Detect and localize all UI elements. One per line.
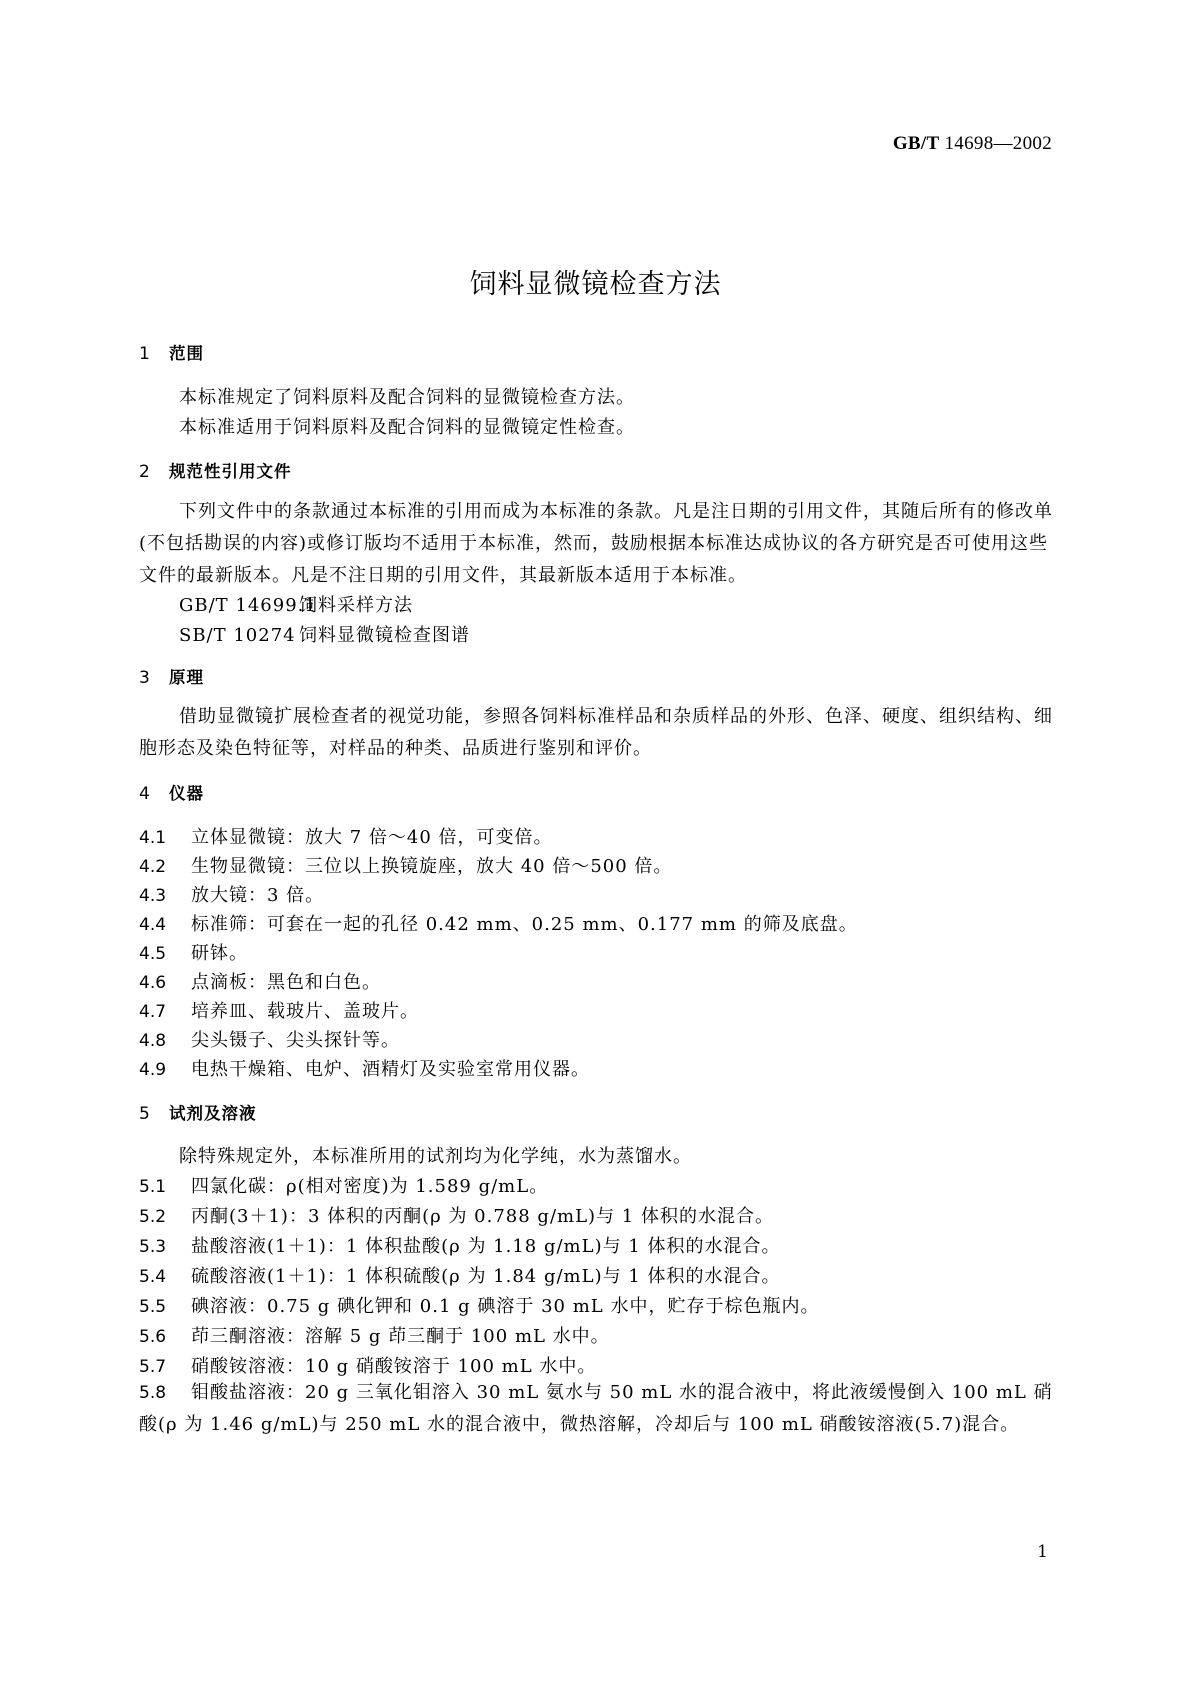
item-text: 硫酸溶液(1＋1)：1 体积硫酸(ρ 为 1.84 g/mL)与 1 体积的水混合。 [191,1266,781,1287]
section-number: 5 [139,1104,151,1124]
item-number: 5.1 [139,1177,167,1197]
section-3-heading [139,664,204,688]
item-number: 4.9 [139,1060,167,1080]
section-1-heading [139,340,204,364]
list-item [139,1026,400,1052]
item-number: 4.6 [139,973,167,993]
item-text: 钼酸盐溶液：20 g 三氧化钼溶入 30 mL 氨水与 50 mL 水的混合液中，将此液缓慢倒入 100 mL 硝酸(ρ 为 1.46 g/mL)与 250 mL 水的混合液中，微热溶解，冷却后与 100 mL 硝酸铵溶液(5.7)混合。 [139,1382,1053,1435]
normative-reference [179,621,470,647]
item-text: 研钵。 [191,943,248,964]
list-item [139,823,553,849]
item-number: 5.4 [139,1267,167,1287]
item-number: 5.5 [139,1297,167,1317]
item-text: 立体显微镜：放大 7 倍～40 倍，可变倍。 [191,827,553,848]
item-number: 5.8 [139,1383,167,1403]
list-item [139,1292,819,1318]
item-number: 4.7 [139,1002,167,1022]
item-number: 5.7 [139,1357,167,1377]
item-text: 四氯化碳：ρ(相对密度)为 1.589 g/mL。 [191,1176,549,1197]
list-item [139,1055,590,1081]
item-text: 盐酸溶液(1＋1)：1 体积盐酸(ρ 为 1.18 g/mL)与 1 体积的水混合。 [191,1236,781,1257]
list-item [139,939,248,965]
list-item [139,910,858,936]
list-item [139,852,672,878]
item-text: 点滴板：黑色和白色。 [191,972,381,993]
item-text: 碘溶液：0.75 g 碘化钾和 0.1 g 碘溶于 30 mL 水中，贮存于棕色瓶内。 [191,1296,820,1317]
page-number: 1 [1037,1542,1048,1562]
section-title: 仪器 [169,784,204,803]
item-number: 4.3 [139,886,167,906]
item-text: 放大镜：3 倍。 [191,885,325,906]
section-number: 3 [139,668,151,688]
document-title: 饲料显微镜检查方法 [469,269,722,300]
item-number: 4.1 [139,828,167,848]
item-text: 茚三酮溶液：溶解 5 g 茚三酮于 100 mL 水中。 [191,1326,610,1347]
item-number: 5.6 [139,1327,167,1347]
list-item [139,968,381,994]
list-item [139,1262,781,1288]
reference-title: 饲料采样方法 [299,595,413,616]
section-1-paragraph: 本标准规定了饲料原料及配合饲料的显微镜检查方法。 [179,387,635,408]
item-text: 尖头镊子、尖头探针等。 [191,1030,400,1051]
item-text: 培养皿、载玻片、盖玻片。 [191,1001,419,1022]
section-title: 原理 [169,668,204,687]
list-item [139,1322,610,1348]
item-number: 4.4 [139,915,167,935]
standard-number: 14698—2002 [944,133,1052,154]
section-title: 试剂及溶液 [169,1104,257,1123]
list-item [139,1352,596,1378]
item-text: 标准筛：可套在一起的孔径 0.42 mm、0.25 mm、0.177 mm 的筛及底盘。 [191,914,858,935]
section-1-paragraph: 本标准适用于饲料原料及配合饲料的显微镜定性检查。 [179,417,635,438]
section-2-heading [139,458,292,482]
section-4-heading [139,780,204,804]
section-number: 4 [139,784,151,804]
section-5-heading [139,1100,257,1124]
item-number: 4.2 [139,857,167,877]
section-2-paragraph: 下列文件中的条款通过本标准的引用而成为本标准的条款。凡是注日期的引用文件，其随后所有的修改单(不包括勘误的内容)或修订版均不适用于本标准，然而，鼓励根据本标准达成协议的各方研究是否可使用这些文件的最新版本。凡是不注日期的引用文件，其最新版本适用于本标准。 [139,501,1053,586]
list-item [139,997,419,1023]
item-number: 5.2 [139,1207,167,1227]
section-number: 1 [139,344,151,364]
list-item [139,881,324,907]
list-item [139,1202,774,1228]
item-text: 硝酸铵溶液：10 g 硝酸铵溶于 100 mL 水中。 [191,1356,597,1377]
list-item [139,1377,1059,1441]
section-5-intro: 除特殊规定外，本标准所用的试剂均为化学纯，水为蒸馏水。 [179,1146,692,1167]
section-title: 规范性引用文件 [169,462,292,481]
item-text: 电热干燥箱、电炉、酒精灯及实验室常用仪器。 [191,1059,590,1080]
normative-reference [179,591,413,617]
item-text: 生物显微镜：三位以上换镜旋座，放大 40 倍～500 倍。 [191,856,673,877]
item-number: 4.5 [139,944,167,964]
reference-code: SB/T 10274 [179,625,296,646]
section-number: 2 [139,462,151,482]
reference-title: 饲料显微镜检查图谱 [299,625,470,646]
standard-prefix: GB/T [892,133,940,154]
standard-code [893,133,1052,155]
item-text: 丙酮(3＋1)：3 体积的丙酮(ρ 为 0.788 g/mL)与 1 体积的水混合。 [191,1206,774,1227]
section-title: 范围 [169,344,204,363]
item-number: 4.8 [139,1031,167,1051]
section-3-paragraph: 借助显微镜扩展检查者的视觉功能，参照各饲料标准样品和杂质样品的外形、色泽、硬度、组织结构、细胞形态及染色特征等，对样品的种类、品质进行鉴别和评价。 [139,706,1053,759]
list-item [139,1232,781,1258]
item-number: 5.3 [139,1237,167,1257]
reference-code: GB/T 14699.1 [179,595,317,616]
list-item [139,1172,548,1198]
